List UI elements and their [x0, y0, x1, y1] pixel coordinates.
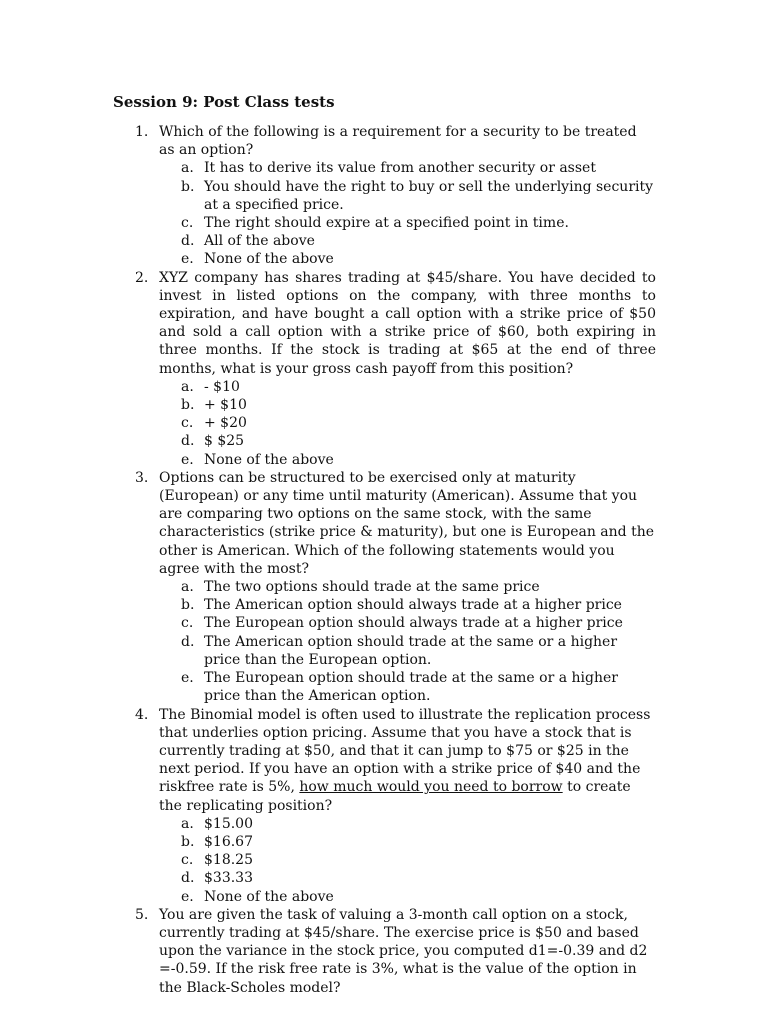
option-label: d. — [181, 870, 195, 887]
answer-option — [0, 669, 768, 705]
question-text: Options can be structured to be exercised only at maturity (European) or any time until maturity (American). Assume that you are comparing two options on the same stock, with the same characteristics (strike price & maturity), but one is European and the other is American. Which of the following statements would you agree with the most? — [159, 469, 655, 577]
question-number: 5. — [135, 906, 149, 923]
answer-option — [0, 250, 768, 268]
answer-option — [0, 578, 768, 596]
option-label: d. — [181, 233, 195, 250]
option-label: c. — [181, 215, 194, 232]
option-label: c. — [181, 415, 194, 432]
page-title: Session 9: Post Class tests — [113, 93, 335, 111]
answer-option — [0, 451, 768, 469]
question-number: 2. — [135, 269, 149, 286]
option-label: a. — [181, 815, 194, 832]
option-text: All of the above — [204, 233, 315, 250]
question-4 — [0, 706, 768, 906]
option-label: b. — [181, 397, 195, 414]
answer-option — [0, 432, 768, 450]
question-text: You are given the task of valuing a 3-month call option on a stock, currently trading at $45/share. The exercise price is $50 and based upon the variance in the stock price, you computed d1=-0.39 and d2 =-0.59. If the risk free rate is 3%, what is the value of the option in the Black-Scholes model? — [159, 906, 648, 996]
answer-options — [0, 578, 768, 705]
option-text: None of the above — [204, 888, 334, 905]
option-label: a. — [181, 579, 194, 596]
answer-option — [0, 869, 768, 887]
question-text: Which of the following is a requirement for a security to be treated as an option? — [159, 124, 637, 159]
option-label: b. — [181, 833, 195, 850]
option-label: e. — [181, 670, 194, 687]
option-text: The European option should trade at the same or a higher price than the American option. — [204, 670, 618, 705]
option-text: + $10 — [204, 397, 247, 414]
option-text: The European option should always trade at a higher price — [204, 615, 623, 632]
option-text: None of the above — [204, 451, 334, 468]
option-label: b. — [181, 178, 195, 195]
answer-option — [0, 214, 768, 232]
option-label: d. — [181, 433, 195, 450]
option-label: c. — [181, 852, 194, 869]
answer-options — [0, 378, 768, 469]
option-text: The right should expire at a specified point in time. — [204, 215, 569, 232]
question-number: 4. — [135, 706, 149, 723]
answer-option — [0, 614, 768, 632]
option-text: You should have the right to buy or sell the underlying security at a specified price. — [204, 178, 654, 213]
answer-option — [0, 633, 768, 669]
answer-option — [0, 833, 768, 851]
option-label: c. — [181, 615, 194, 632]
question-text: XYZ company has shares trading at $45/share. You have decided to invest in listed options on the company, with three months to expiration, and have bought a call option with a strike price of $50 and sold a call option with a strike price of $60, both expiring in three months. If the stock is trading at $65 at the end of three months, what is your gross cash payoff from this position? — [159, 269, 656, 377]
option-text: None of the above — [204, 251, 334, 268]
answer-option — [0, 232, 768, 250]
answer-option — [0, 851, 768, 869]
option-text: The American option should always trade at a higher price — [204, 597, 622, 614]
answer-option — [0, 159, 768, 177]
answer-option — [0, 178, 768, 214]
option-label: a. — [181, 378, 194, 395]
answer-option — [0, 815, 768, 833]
option-text: $33.33 — [204, 870, 253, 887]
question-2 — [0, 269, 768, 469]
option-text: The two options should trade at the same price — [204, 579, 540, 596]
question-1 — [0, 123, 768, 269]
option-label: b. — [181, 597, 195, 614]
option-text: $ $25 — [204, 433, 245, 450]
question-3 — [0, 469, 768, 706]
option-label: e. — [181, 888, 194, 905]
answer-option — [0, 596, 768, 614]
answer-options — [0, 159, 768, 268]
option-text: $15.00 — [204, 815, 253, 832]
option-text: - $10 — [204, 378, 240, 395]
option-text: The American option should trade at the same or a higher price than the European option. — [204, 633, 618, 668]
answer-option — [0, 414, 768, 432]
answer-option — [0, 888, 768, 906]
option-text: + $20 — [204, 415, 247, 432]
option-label: a. — [181, 160, 194, 177]
question-text-part: The Binomial model is often used to illustrate the replication process that underlies option pricing. Assume that you have a stock that is currently trading at $50, and that it can jump to $75 or $25 in the next period. If you have an option with a strike price of $40 and the riskfree rate is 5%, — [159, 706, 651, 796]
option-label: d. — [181, 633, 195, 650]
question-number: 3. — [135, 469, 149, 486]
question-text — [159, 706, 656, 815]
question-text-underlined: how much would you need to borrow — [299, 779, 563, 796]
question-text-part: to create the replicating position? — [159, 779, 631, 814]
question-5 — [0, 906, 768, 997]
option-label: e. — [181, 451, 194, 468]
question-number: 1. — [135, 124, 149, 140]
option-text: $18.25 — [204, 852, 253, 869]
option-text: It has to derive its value from another security or asset — [204, 160, 596, 177]
option-text: $16.67 — [204, 833, 253, 850]
answer-option — [0, 378, 768, 396]
question-list — [0, 123, 768, 997]
answer-option — [0, 396, 768, 414]
option-label: e. — [181, 251, 194, 268]
answer-options — [0, 815, 768, 906]
